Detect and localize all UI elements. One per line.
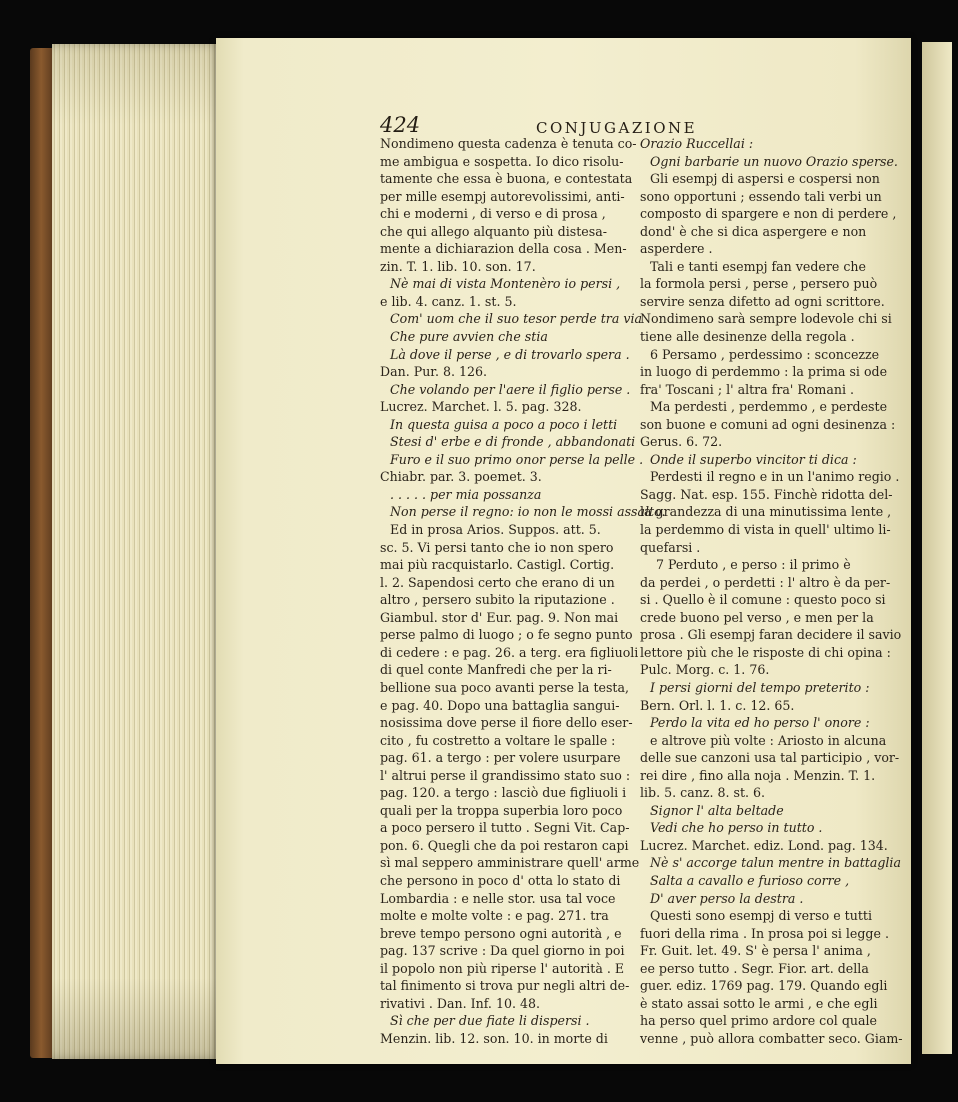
text-line: prosa . Gli esempj faran decidere il savio [640,627,902,643]
text-line: sc. 5. Vi persi tanto che io non spero [380,539,614,555]
text-line: fra' Toscani ; l' altra fra' Romani . [640,381,855,397]
text-line: Là dove il perse , e di trovarlo spera . [390,346,630,362]
text-line: zin. T. 1. lib. 10. son. 17. [380,258,536,274]
text-line: Ma perdesti , perdemmo , e perdeste [650,399,888,415]
text-line: chi e moderni , di verso e di prosa , [380,206,606,222]
text-line: crede buono pel verso , e men per la [640,609,874,625]
text-line: sono opportuni ; essendo tali verbi un [640,188,882,204]
text-line: perse palmo di luogo ; o fe segno punto [380,627,633,643]
text-line: Gli esempj di aspersi e cospersi non [650,171,880,187]
text-line: Tali e tanti esempj fan vedere che [650,258,866,274]
text-line: Gerus. 6. 72. [640,434,723,450]
text-line: 7 Perduto , e perso : il primo è [656,557,851,573]
text-line: Ed in prosa Arios. Suppos. att. 5. [390,522,601,538]
text-line: Questi sono esempj di verso e tutti [650,908,872,924]
text-line: rei dire , fino alla noja . Menzin. T. 1. [640,767,876,783]
page-block-edges [52,44,222,1059]
text-line: Menzin. lib. 12. son. 10. in morte di [380,1030,608,1046]
text-line: lib. 5. canz. 8. st. 6. [640,785,766,801]
text-line: che persono in poco d' otta lo stato di [380,872,621,888]
text-line: 6 Persamo , perdessimo : sconcezze [650,346,880,362]
text-line: cito , fu costretto a voltare le spalle : [380,732,616,748]
text-line: ee perso tutto . Segr. Fior. art. della [640,960,869,976]
text-line: quefarsi . [640,539,701,555]
text-line: Lucrez. Marchet. l. 5. pag. 328. [380,399,582,415]
text-line: son buone e comuni ad ogni desinenza : [640,416,896,432]
text-line: composto di spargere e non di perdere , [640,206,897,222]
text-line: che qui allego alquanto più distesa- [380,223,607,239]
text-line: servire senza difetto ad ogni scrittore. [640,293,885,309]
text-line: quali per la troppa superbia loro poco [380,802,623,818]
text-line: Nondimeno sarà sempre lodevole chi si [640,311,892,327]
text-line: Sì che per due fiate li dispersi . [390,1013,590,1029]
text-line: l' altrui perse il grandissimo stato suo : [380,767,631,783]
text-line: pag. 137 scrive : Da quel giorno in poi [380,943,625,959]
text-line: la formola persi , perse , persero può [640,276,878,292]
text-line: si . Quello è il comune : questo poco si [640,592,886,608]
text-line: pag. 120. a tergo : lasciò due figliuoli i [380,785,627,801]
text-line: è stato assai sotto le armi , e che egli [640,995,878,1011]
text-line: Salta a cavallo e furioso corre , [650,872,850,888]
text-line: tiene alle desinenze della regola . [640,329,855,345]
text-line: e lib. 4. canz. 1. st. 5. [380,293,517,309]
text-line: da perdei , o perdetti : l' altro è da per- [640,574,891,590]
text-line: il popolo non più riperse l' autorità . E [380,960,625,976]
text-line: pag. 61. a tergo : per volere usurpare [380,750,621,766]
text-line: la perdemmo di vista in quell' ultimo li- [640,522,891,538]
text-line: Stesi d' erbe e di fronde , abbandonati [390,434,636,450]
text-line: . . . . . per mia possanza [390,486,542,502]
text-line: pon. 6. Quegli che da poi restaron capi [380,837,629,853]
text-line: nosissima dove perse il fiore dello eser- [380,715,633,731]
text-line: fuori della rima . In prosa poi si legge . [640,925,889,941]
left-text-column [380,135,666,1047]
text-line: I persi giorni del tempo preterito : [650,679,870,695]
text-line: venne , può allora combatter seco. Giam- [640,1030,903,1046]
text-line: Bern. Orl. l. 1. c. 12. 65. [640,697,795,713]
text-line: tamente che essa è buona, e contestata [380,171,633,187]
running-title: CONJUGAZIONE [536,119,698,137]
next-page-edge [922,42,952,1054]
text-line: Com' uom che il suo tesor perde tra via [390,311,642,327]
text-line: e pag. 40. Dopo una battaglia sangui- [380,697,620,713]
text-line: mente a dichiarazion della cosa . Men- [380,241,627,257]
text-line: di cedere : e pag. 26. a terg. era figliuoli [380,644,639,660]
text-line: guer. ediz. 1769 pag. 179. Quando egli [640,978,888,994]
right-text-column [640,135,903,1047]
text-line: Lombardia : e nelle stor. usa tal voce [380,890,616,906]
text-line: lettore più che le risposte di chi opina : [640,644,891,660]
text-line: Dan. Pur. 8. 126. [380,364,488,380]
text-line: Pulc. Morg. c. 1. 76. [640,662,770,678]
text-line: altro , persero subito la riputazione . [380,592,615,608]
text-line: Vedi che ho perso in tutto . [650,820,823,836]
text-line: l. 2. Sapendosi certo che erano di un [380,574,615,590]
text-line: a poco persero il tutto . Segni Vit. Cap- [380,820,630,836]
text-line: per mille esempj autorevolissimi, anti- [380,188,625,204]
text-line: sì mal seppero amministrare quell' arme [380,855,640,871]
text-line: Ogni barbarie un nuovo Orazio sperse. [650,153,898,169]
text-line: bellione sua poco avanti perse la testa, [380,679,629,695]
text-line: in luogo di perdemmo : la prima si ode [640,364,888,380]
text-line: breve tempo persono ogni autorità , e [380,925,622,941]
text-line: D' aver perso la destra . [650,890,804,906]
text-line: Giambul. stor d' Eur. pag. 9. Non mai [380,609,619,625]
text-line: In questa guisa a poco a poco i letti [390,416,618,432]
text-line: me ambigua e sospetta. Io dico risolu- [380,153,624,169]
text-line: dond' è che si dica aspergere e non [640,223,867,239]
text-line: tal finimento si trova pur negli altri de- [380,978,630,994]
text-line: Che pure avvien che stia [390,329,548,345]
text-line: mai più racquistarlo. Castigl. Cortig. [380,557,615,573]
text-line: molte e molte volte : e pag. 271. tra [380,908,609,924]
text-line: Lucrez. Marchet. ediz. Lond. pag. 134. [640,837,888,853]
text-line: rivativi . Dan. Inf. 10. 48. [380,995,540,1011]
text-line: Onde il superbo vincitor ti dica : [650,451,857,467]
page-number: 424 [380,113,421,137]
text-line: Che volando per l'aere il figlio perse . [390,381,631,397]
text-line: Furo e il suo primo onor perse la pelle . [390,451,644,467]
text-line: Signor l' alta beltade [650,802,784,818]
text-line: di quel conte Manfredi che per la ri- [380,662,612,678]
text-line: asperdere . [640,241,713,257]
text-line: Nondimeno questa cadenza è tenuta co- [380,136,637,151]
text-line: Nè mai di vista Montenèro io persi , [390,276,621,292]
text-line: Orazio Ruccellai : [640,136,754,151]
text-line: Fr. Guit. let. 49. S' è persa l' anima , [640,943,871,959]
text-line: e altrove più volte : Ariosto in alcuna [650,732,887,748]
text-line: delle sue canzoni usa tal participio , vor- [640,750,900,766]
text-line: Perdo la vita ed ho perso l' onore : [650,715,870,731]
text-line: Chiabr. par. 3. poemet. 3. [380,469,542,485]
text-line: Nè s' accorge talun mentre in battaglia [650,855,901,871]
text-line: ha perso quel primo ardore col quale [640,1013,877,1029]
text-line: la grandezza di una minutissima lente , [640,504,892,520]
text-line: Sagg. Nat. esp. 155. Finchè ridotta del- [640,486,893,502]
text-line: Non perse il regno: io non le mossi assalto. [390,504,666,520]
text-line: Perdesti il regno e in un l'animo regio . [650,469,900,485]
